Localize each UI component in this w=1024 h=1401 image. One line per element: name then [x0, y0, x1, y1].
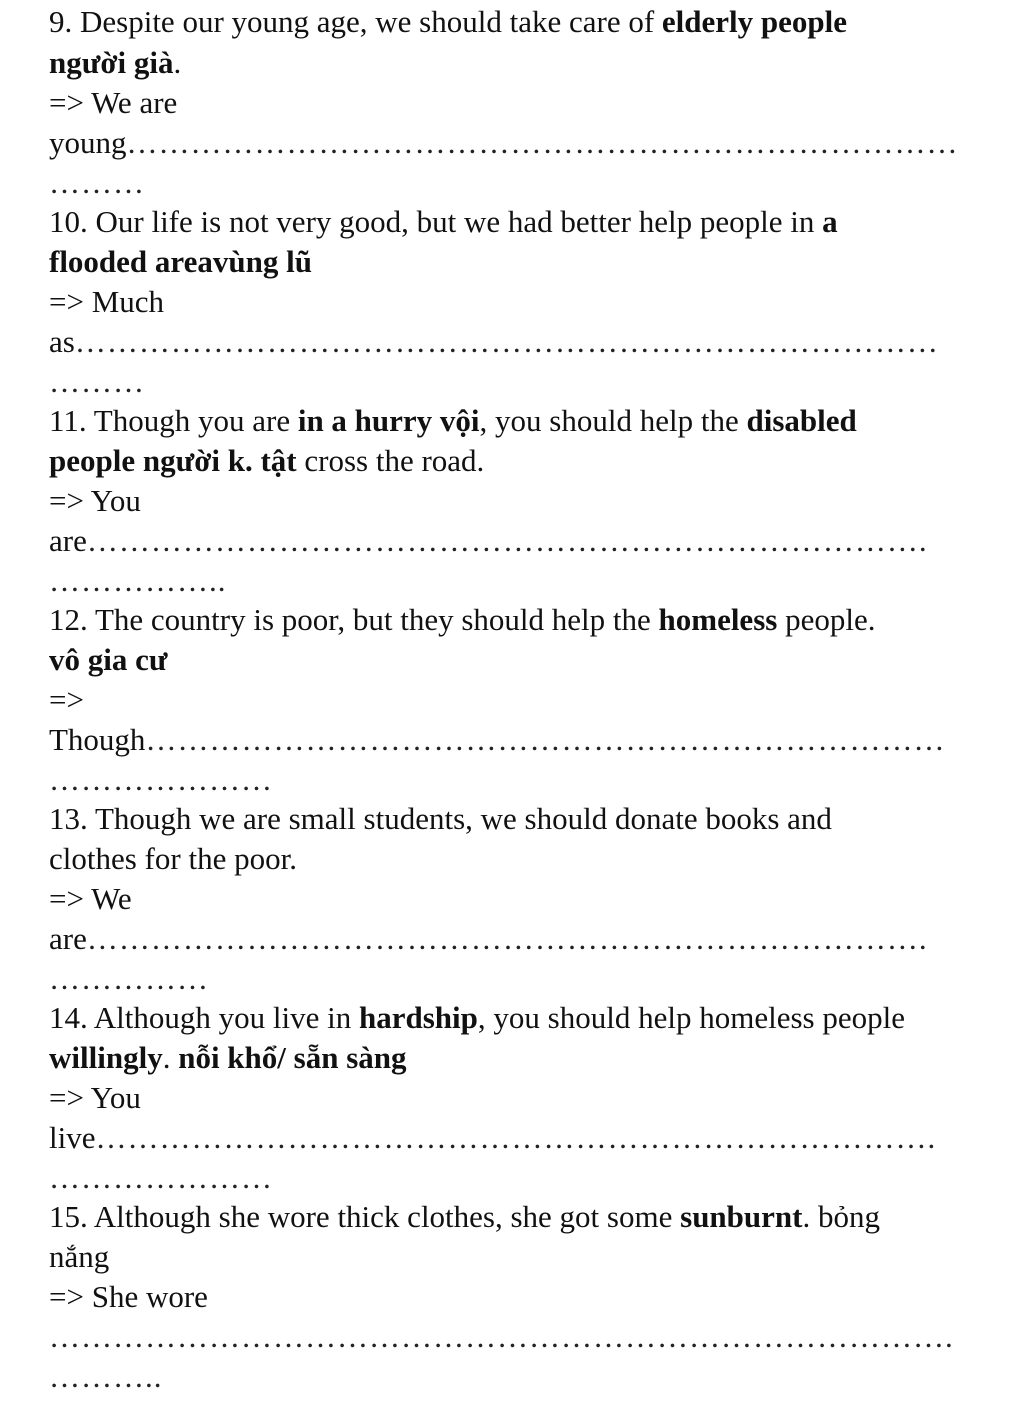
exercise-13-prompt: => We [49, 881, 132, 916]
exercise-14-prompt: => You [49, 1080, 141, 1115]
exercise-14-keyword-2: willingly [49, 1040, 163, 1075]
exercise-14-translation: nỗi khổ/ sẵn sàng [178, 1040, 407, 1075]
exercise-11-number: 11. [49, 403, 87, 438]
exercise-10-keyword: flooded areavùng lũ [49, 244, 312, 279]
exercise-9-answer-line[interactable]: young…………………………………………………………………… [49, 125, 959, 160]
exercise-14-question: 14. Although you live in hardship, you should help homeless people [49, 1000, 905, 1035]
exercise-13-question-cont: clothes for the poor. [49, 841, 297, 876]
exercise-15-keyword: sunburnt [680, 1199, 803, 1234]
exercise-14-answer-line[interactable]: live……………………………………………………………………. [49, 1120, 937, 1155]
exercise-12-answer-line-2[interactable]: ………………… [49, 762, 273, 797]
exercise-15-answer-line[interactable]: …………………………………………………………………………. [49, 1319, 954, 1354]
exercise-12-keyword: homeless [658, 602, 778, 637]
exercise-12-translation: vô gia cư [49, 642, 168, 677]
exercise-9-answer-line-2[interactable]: ……… [49, 165, 145, 200]
exercise-13-question: 13. Though we are small students, we should donate books and [49, 801, 832, 836]
exercise-11-question-cont: people người k. tật cross the road. [49, 443, 485, 478]
exercise-14-number: 14. [49, 1000, 88, 1035]
exercise-12-number: 12. [49, 602, 88, 637]
exercise-14-keyword: hardship [359, 1000, 478, 1035]
exercise-9-translation: người già [49, 45, 174, 80]
exercise-9-keyword: elderly people [661, 4, 848, 39]
exercise-13-number: 13. [49, 801, 88, 836]
exercise-12-question: 12. The country is poor, but they should help the homeless people. [49, 602, 876, 637]
exercise-14-question-cont: willingly. nỗi khổ/ sẵn sàng [49, 1040, 407, 1075]
exercise-13-answer-line-2[interactable]: …………… [49, 961, 209, 996]
exercise-10-answer-line-2[interactable]: ……… [49, 364, 145, 399]
exercise-10-answer-line[interactable]: as……………………………………………………………………… [49, 324, 939, 359]
exercise-12-prompt: => [49, 682, 84, 717]
exercise-15-question: 15. Although she wore thick clothes, she got some sunburnt. bỏng [49, 1199, 880, 1234]
exercise-10-question: 10. Our life is not very good, but we had better help people in a [49, 204, 838, 239]
exercise-14-answer-line-2[interactable]: ………………… [49, 1160, 273, 1195]
exercise-11-answer-line-2[interactable]: …………….. [49, 563, 227, 598]
exercise-11-answer-line[interactable]: are……………………………………………………………………. [49, 523, 928, 558]
exercise-15-prompt: => She wore [49, 1279, 208, 1314]
exercise-10-number: 10. [49, 204, 88, 239]
exercise-15-number: 15. [49, 1199, 88, 1234]
exercise-9-question: 9. Despite our young age, we should take care of elderly people [49, 4, 848, 39]
exercise-11-prompt: => You [49, 483, 141, 518]
exercise-11-keyword: in a hurry vội [297, 403, 480, 438]
exercise-15-answer-line-2[interactable]: ……….. [49, 1359, 163, 1394]
exercise-15-question-cont: nắng [49, 1239, 110, 1274]
exercise-12-answer-line[interactable]: Though………………………………………………………………… [49, 722, 946, 757]
exercise-11-keyword-2: disabled [746, 403, 857, 438]
exercise-11-question: 11. Though you are in a hurry vội, you should help the disabled [49, 403, 857, 438]
exercise-9-number: 9. [49, 4, 73, 39]
exercise-9-question-cont: người già. [49, 45, 182, 80]
exercise-12-question-cont [49, 640, 167, 680]
exercise-13-answer-line[interactable]: are……………………………………………………………………. [49, 921, 928, 956]
exercise-9-prompt: => We are [49, 85, 178, 120]
exercise-10-prompt: => Much [49, 284, 165, 319]
exercise-10-question-cont [49, 242, 312, 282]
